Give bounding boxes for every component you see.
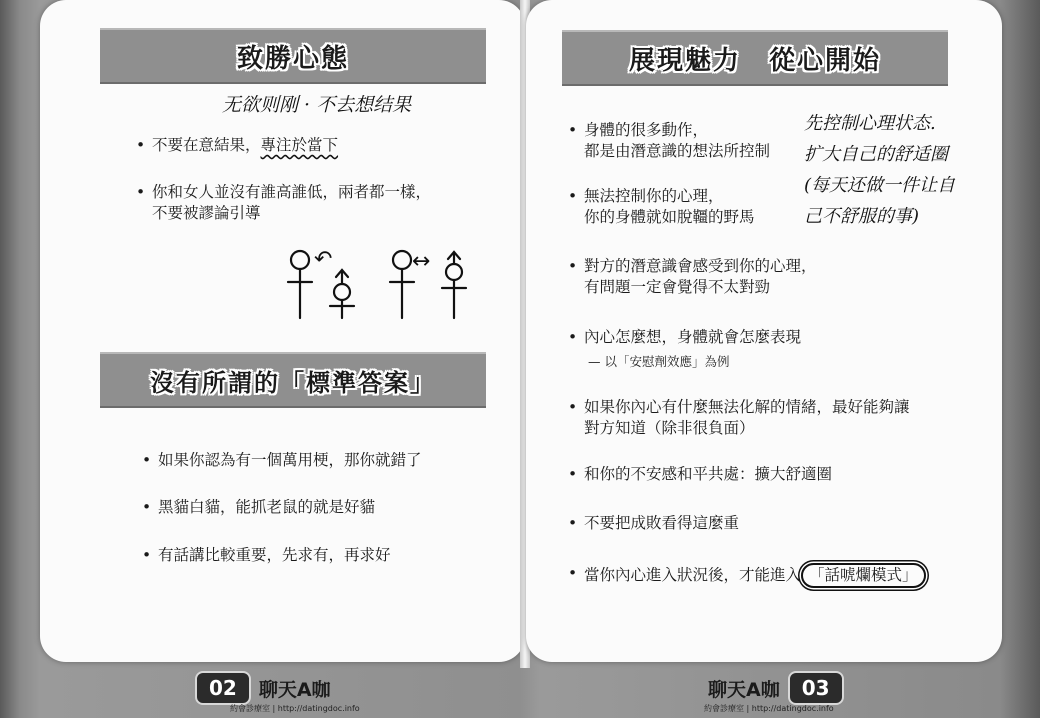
- bullet-item: [136, 135, 339, 156]
- bullet-text: 你和女人並沒有誰高誰低，兩者都一樣，: [152, 183, 432, 201]
- footer-url: 約會診療室 | http://datingdoc.info: [230, 704, 360, 713]
- section-title: 致勝心態: [236, 43, 349, 74]
- emphasized-text: 專注於當下: [260, 136, 339, 154]
- bullet-item: [142, 497, 376, 518]
- right-page: [526, 0, 1002, 662]
- bullet-text: 無法控制你的心理，: [584, 187, 724, 205]
- page-title: 展現魅力 從心開始: [628, 45, 881, 76]
- bullet-item: [568, 464, 833, 485]
- bullet-dot: •: [142, 546, 152, 564]
- bullet-item: [142, 450, 422, 471]
- handwritten-note: [804, 108, 955, 232]
- bullet-item: [568, 563, 926, 588]
- bullet-text: 都是由潛意識的想法所控制: [584, 142, 771, 160]
- bullet-text: 對方知道（除非很負面）: [584, 419, 755, 437]
- page-title-bar: [562, 30, 948, 86]
- handwritten-line: 己不舒服的事): [804, 206, 920, 227]
- bullet-dot: •: [568, 564, 578, 582]
- left-page: [40, 0, 525, 662]
- bullet-item: [568, 186, 755, 228]
- handwritten-line: (每天还做一件让自: [804, 175, 956, 196]
- bullet-text: 如果你認為有一個萬用梗，那你就錯了: [158, 451, 422, 469]
- double-arrow-icon: ↔: [412, 249, 431, 274]
- bullet-text: 和你的不安感和平共處：擴大舒適圈: [584, 465, 833, 483]
- bullet-item: [568, 397, 910, 439]
- bullet-item: [568, 256, 817, 298]
- bullet-item: [136, 182, 432, 224]
- bullet-dot: •: [568, 257, 578, 275]
- right-footer: [700, 668, 844, 708]
- bullet-text: 黑貓白貓，能抓老鼠的就是好貓: [158, 498, 376, 516]
- bullet-dot: •: [142, 498, 152, 516]
- brand-logo: 聊天A咖: [708, 678, 780, 701]
- brand-logo: 聊天A咖: [258, 678, 331, 701]
- bullet-text: 對方的潛意識會感受到你的心理，: [584, 257, 817, 275]
- bullet-text: 不要把成敗看得這麼重: [584, 514, 740, 532]
- bullet-text: 不要被謬論引導: [152, 204, 261, 222]
- bullet-text: 不要在意結果，: [152, 136, 261, 154]
- section-title: 沒有所謂的「標準答案」: [150, 368, 436, 397]
- bullet-dot: •: [568, 514, 578, 532]
- gender-symbols-diagram: [278, 240, 478, 325]
- bullet-text: 當你內心進入狀況後，才能進入: [584, 566, 802, 584]
- bullet-dot: •: [568, 398, 578, 416]
- bullet-text: 內心怎麼想，身體就會怎麼表現: [584, 328, 802, 346]
- bullet-dot: •: [136, 183, 146, 201]
- section-title-bar: [100, 352, 486, 408]
- bullet-item: [568, 327, 802, 348]
- bullet-dot: •: [142, 451, 152, 469]
- bullet-text: 如果你內心有什麼無法化解的情緒，最好能夠讓: [584, 398, 910, 416]
- bullet-dot: •: [568, 328, 578, 346]
- bullet-dot: •: [568, 121, 578, 139]
- handwritten-note: 无欲则刚 · 不去想结果: [222, 94, 412, 116]
- bullet-subnote: — 以「安慰劑效應」為例: [588, 354, 730, 369]
- curved-arrow-icon: ↶: [314, 247, 333, 272]
- bullet-dot: •: [568, 187, 578, 205]
- handwritten-line: 扩大自己的舒适圈: [804, 144, 948, 165]
- section-title-bar: [100, 28, 486, 84]
- bullet-item: [568, 513, 740, 534]
- bullet-text: 你的身體就如脫韁的野馬: [584, 208, 755, 226]
- page-number: 02: [195, 671, 251, 705]
- page-number: 03: [788, 671, 844, 705]
- left-footer: [195, 668, 339, 708]
- circled-text: 「話唬爛模式」: [801, 563, 926, 588]
- bullet-dot: •: [568, 465, 578, 483]
- bullet-text: 有問題一定會覺得不太對勁: [584, 278, 771, 296]
- bullet-text: 身體的很多動作，: [584, 121, 709, 139]
- bullet-item: [142, 545, 391, 566]
- handwritten-line: 先控制心理状态.: [804, 113, 936, 134]
- footer-url: 約會診療室 | http://datingdoc.info: [704, 704, 834, 713]
- bullet-text: 有話講比較重要，先求有，再求好: [158, 546, 391, 564]
- bullet-dot: •: [136, 136, 146, 154]
- bullet-item: [568, 120, 771, 162]
